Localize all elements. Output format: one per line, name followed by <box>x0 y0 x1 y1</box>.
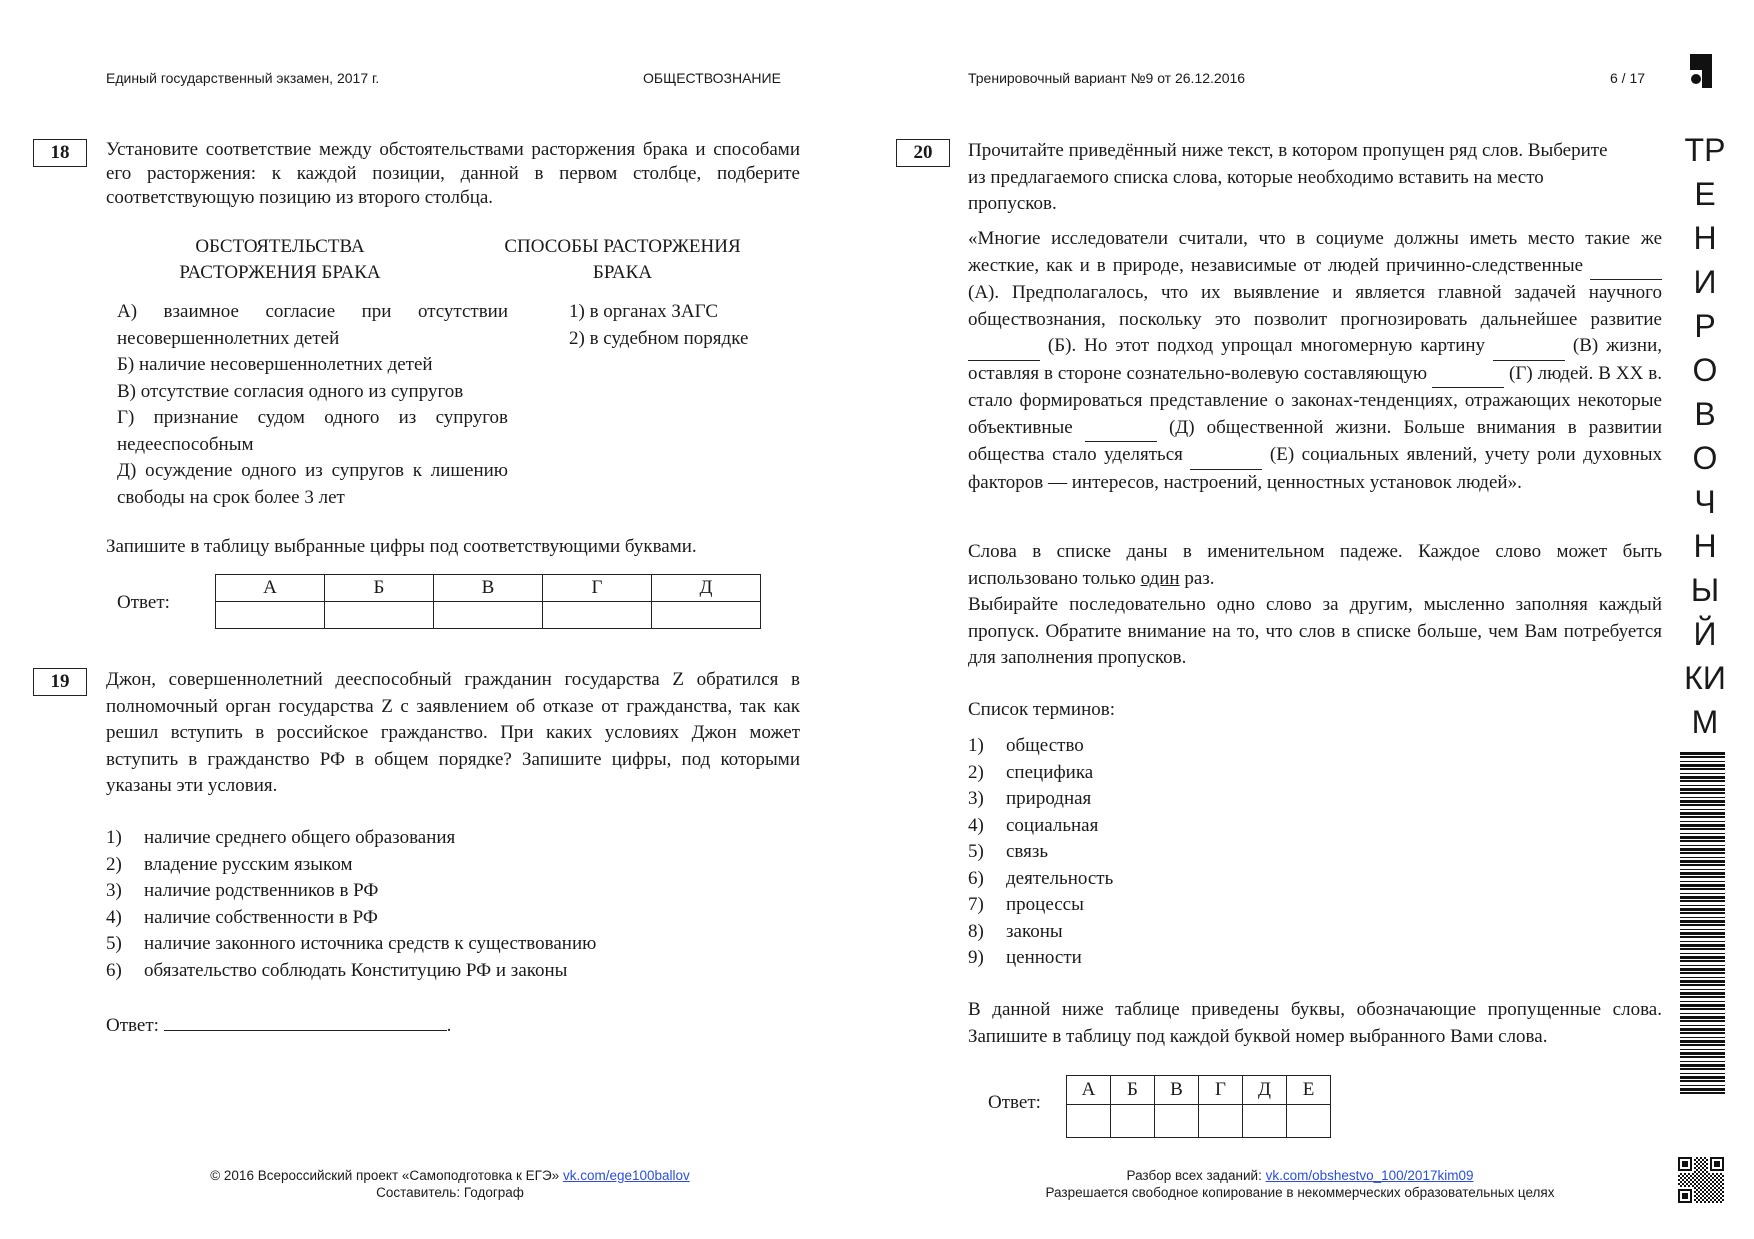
list-item: 1) наличие среднего общего образования <box>106 827 456 848</box>
table-header-cell: В <box>1155 1076 1199 1105</box>
list-item: 4) социальная <box>968 814 1099 836</box>
list-item: 1) общество <box>968 735 1084 756</box>
blank-d[interactable] <box>1085 415 1157 443</box>
list-item: 7) процессы <box>968 894 1084 915</box>
table-header-cell: Д <box>1243 1076 1287 1105</box>
list-item: 5) связь <box>968 841 1049 862</box>
list-item: 2) владение русским языком <box>106 853 353 875</box>
list-item: 8) законы <box>968 920 1063 942</box>
list-item: Г) признание судом одного из супругов недееспособным <box>117 407 508 455</box>
q20-intro: Прочитайте приведённый ниже текст, в котором пропущен ряд слов. Выберите из предлагаемого списка слова, которые необходимо вставить на место пропусков. <box>968 140 1608 214</box>
footer-left: © 2016 Всероссийский проект «Самоподготовка к ЕГЭ» vk.com/ege100ballov Составитель: Годограф <box>210 1168 690 1200</box>
header-variant: Тренировочный вариант №9 от 26.12.2016 <box>968 70 1246 86</box>
q20-table-note: В данной ниже таблице приведены буквы, обозначающие пропущенные слова. Запишите в таблицу под каждой буквой номер выбранного Вами слова. <box>968 999 1662 1047</box>
list-item: 5) наличие законного источника средств к существованию <box>106 933 597 954</box>
blank-g[interactable] <box>1432 361 1504 389</box>
table-header-cell: А <box>1067 1076 1111 1105</box>
list-item: 6) обязательство соблюдать Конституцию РФ и законы <box>106 959 568 981</box>
blank-e[interactable] <box>1190 442 1262 470</box>
list-item: А) взаимное согласие при отсутствии несовершеннолетних детей <box>117 301 508 349</box>
answer-cell[interactable] <box>652 602 761 629</box>
header-exam-title: Единый государственный экзамен, 2017 г. <box>106 70 380 86</box>
q18-left-list <box>117 299 508 511</box>
table-header-cell: Б <box>325 575 434 602</box>
q20-terms-title: Список терминов: <box>968 699 1115 720</box>
answer-cell[interactable] <box>325 602 434 629</box>
footer-right: Разбор всех заданий: vk.com/obshestvo_100/2017kim09 Разрешается свободное копирование в некоммерческих образовательных целях <box>1045 1168 1555 1200</box>
list-item: 2) специфика <box>968 761 1094 783</box>
list-item: Б) наличие несовершеннолетних детей <box>117 354 433 375</box>
q20-passage: «Многие исследователи считали, что в социуме должны иметь место такие же жесткие, как и в природе, независимые от людей причинно-следственные (А). Предполагалось, что их выявление и является главной задачей научного обществознания, поскольку это позволит прогнозировать дальнейшее развитие (Б). Но этот подход упрощал многомерную картину (В) жизни, оставляя в стороне сознательно-волевую составляющую (Г) людей. В XX в. стало формироваться представление о законах-тенденциях, отражающих некоторые объективные (Д) общественной жизни. Больше внимания в развитии общества стало уделяться (Е) социальных явлений, учету роли духовных факторов — интересов, настроений, ценностных установок людей». <box>968 228 1663 493</box>
q18-answer-label: Ответ: <box>117 592 170 613</box>
table-header-cell: Е <box>1287 1076 1331 1105</box>
answer-cell[interactable] <box>434 602 543 629</box>
list-item: 4) наличие собственности в РФ <box>106 906 378 928</box>
list-item: 3) природная <box>968 788 1092 809</box>
answer-cell[interactable] <box>1287 1105 1331 1138</box>
answer-cell[interactable] <box>216 602 325 629</box>
table-header-cell: Д <box>652 575 761 602</box>
footer-link-obshestvo[interactable]: vk.com/obshestvo_100/2017kim09 <box>1265 1168 1474 1183</box>
q19-text: Джон, совершеннолетний дееспособный гражданин государства Z обратился в полномочный орган государства Z с заявлением об отказе от гражданства, так как решил вступить в российское гражданство. При каких условиях Джон может вступить в гражданство РФ в общем порядке? Запишите цифры, под которыми указаны эти условия. <box>106 669 800 796</box>
answer-line-input[interactable] <box>164 1012 447 1031</box>
list-item: 9) ценности <box>968 947 1082 968</box>
q18-instruction: Запишите в таблицу выбранные цифры под соответствующими буквами. <box>106 536 697 557</box>
table-header-cell: Г <box>543 575 652 602</box>
qr-code-icon <box>1678 1157 1724 1203</box>
list-item: Д) осуждение одного из супругов к лишению свободы на срок более 3 лет <box>117 460 508 508</box>
blank-v[interactable] <box>1493 333 1565 361</box>
answer-cell[interactable] <box>543 602 652 629</box>
q18-right-list <box>569 299 799 352</box>
page-number: 6 / 17 <box>1610 70 1646 86</box>
answer-cell[interactable] <box>1155 1105 1199 1138</box>
list-item: 2) в судебном порядке <box>569 327 749 349</box>
q20-terms-list <box>968 733 1368 972</box>
answer-cell[interactable] <box>1067 1105 1111 1138</box>
list-item: 3) наличие родственников в РФ <box>106 880 379 901</box>
table-header-cell: Б <box>1111 1076 1155 1105</box>
footer-link-ege100ballov[interactable]: vk.com/ege100ballov <box>562 1168 690 1183</box>
answer-cell[interactable] <box>1199 1105 1243 1138</box>
side-vertical-label: ТР Е Н И Р О В О Ч Н Ы Й КИ М <box>1684 132 1726 740</box>
q19-options <box>106 825 800 984</box>
table-header-cell: В <box>434 575 543 602</box>
q20-answer-label: Ответ: <box>988 1092 1041 1113</box>
q18-answer-table <box>215 574 761 629</box>
q20-notes: Слова в списке даны в именительном падеже. Каждое слово может быть использовано только один раз. Выбирайте последовательно одно слово за другим, мысленно заполняя каждый пропуск. Обратите внимание на то, что слов в списке больше, чем Вам потребуется для заполнения пропусков. <box>968 541 1662 668</box>
list-item: 1) в органах ЗАГС <box>569 301 719 322</box>
table-header-cell: Г <box>1199 1076 1243 1105</box>
corner-mark-icon <box>1690 54 1712 88</box>
table-header-cell: А <box>216 575 325 602</box>
barcode-icon <box>1680 752 1725 1097</box>
q19-answer: Ответ: . <box>106 1012 451 1038</box>
question-number-18: 18 <box>33 139 87 167</box>
q18-col1-title: ОБСТОЯТЕЛЬСТВА РАСТОРЖЕНИЯ БРАКА <box>179 236 381 283</box>
q20-answer-table <box>1066 1075 1331 1138</box>
list-item: В) отсутствие согласия одного из супругов <box>117 380 464 402</box>
q18-col2-title: СПОСОБЫ РАСТОРЖЕНИЯ БРАКА <box>504 236 741 283</box>
question-number-19: 19 <box>33 668 87 696</box>
list-item: 6) деятельность <box>968 867 1114 889</box>
answer-cell[interactable] <box>1111 1105 1155 1138</box>
answer-cell[interactable] <box>1243 1105 1287 1138</box>
blank-a[interactable] <box>1590 253 1662 281</box>
header-subject: ОБЩЕСТВОЗНАНИЕ <box>643 70 781 86</box>
q18-intro: Установите соответствие между обстоятельствами расторжения брака и способами его расторжения: к каждой позиции, данной в первом столбце, подберите соответствующую позицию из второго столбца. <box>106 139 800 208</box>
question-number-20: 20 <box>896 139 950 167</box>
blank-b[interactable] <box>968 333 1040 361</box>
